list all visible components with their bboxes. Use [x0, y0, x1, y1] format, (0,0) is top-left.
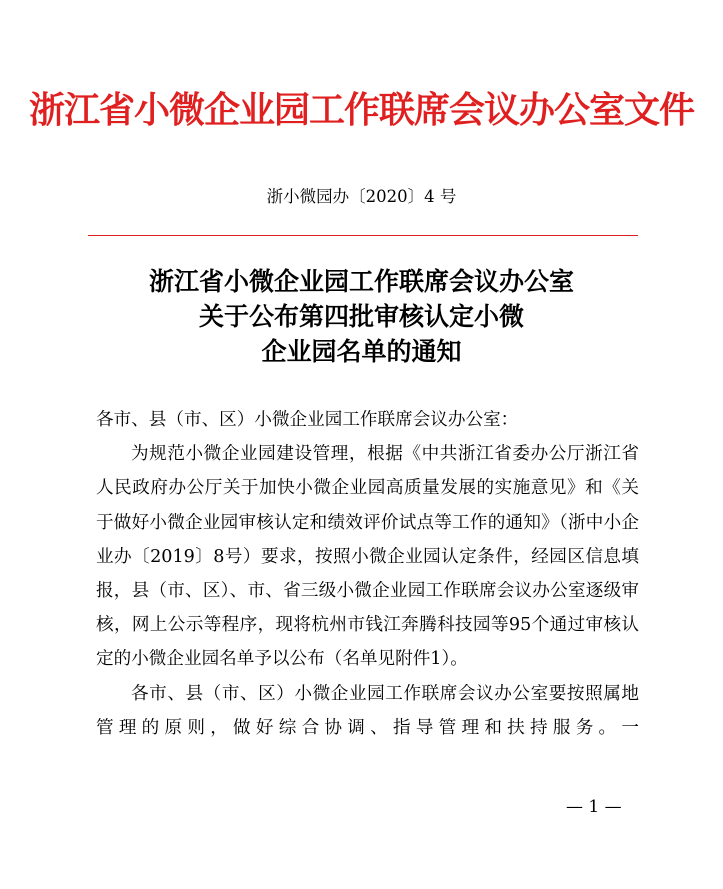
document-number: 浙小微园办〔2020〕4 号: [266, 187, 457, 206]
salutation: 各市、县（市、区）小微企业园工作联席会议办公室：: [96, 410, 519, 430]
document-header-title: 浙江省小微企业园工作联席会议办公室文件: [28, 89, 694, 131]
body-paragraph-2: 各市、县（市、区）小微企业园工作联席会议办公室要按照属地管理的原则，做好综合协调、指导管理和扶持服务。一: [96, 683, 639, 738]
notice-title: [0, 264, 723, 369]
notice-title-line-1: 浙江省小微企业园工作联席会议办公室: [148, 267, 574, 296]
notice-title-line-3: 企业园名单的通知: [261, 337, 462, 366]
notice-title-line-2: 关于公布第四批审核认定小微: [198, 302, 524, 331]
document-body: [96, 403, 639, 745]
body-paragraph-1: 为规范小微企业园建设管理，根据《中共浙江省委办公厅浙江省人民政府办公厅关于加快小微企业园高质量发展的实施意见》和《关于做好小微企业园审核认定和绩效评价试点等工作的通知》（浙中小企业办〔2019〕8号）要求，按照小微企业园认定条件，经园区信息填报，县（市、区）、市、省三级小微企业园工作联席会议办公室逐级审核，网上公示等程序，现将杭州市钱江奔腾科技园等95个通过审核认定的小微企业园名单予以公布（名单见附件1）。: [96, 444, 639, 670]
page-number: — 1 —: [566, 797, 622, 817]
red-divider-line: [88, 235, 638, 236]
